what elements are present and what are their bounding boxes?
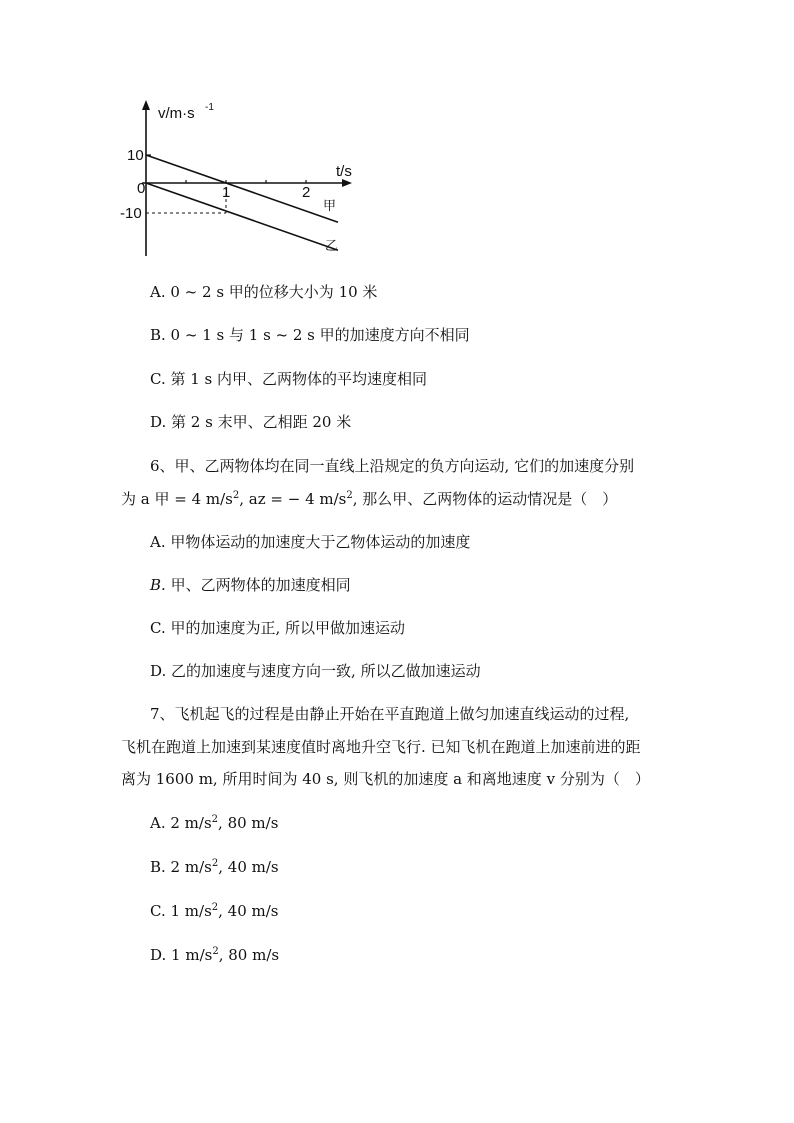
q7-stem-line-1: 7、飞机起飞的过程是由静止开始在平直跑道上做匀加速直线运动的过程, [150,705,630,723]
y-axis-label-superscript: -1 [205,102,214,113]
q6-superscript: 2 [346,490,353,501]
q7-stem-line-2: 飞机在跑道上加速到某速度值时离地升空飞行. 已知飞机在跑道上加速前进的距 [121,738,641,756]
q7-option-c-prefix: C. 1 m/s [150,902,212,920]
q7-option-d-prefix: D. 1 m/s [150,946,213,964]
q6-option-a: A. 甲物体运动的加速度大于乙物体运动的加速度 [150,533,471,551]
origin-label: 0 [137,180,146,197]
q7-superscript: 2 [211,902,219,913]
q6-stem-line-2 [121,489,617,509]
q7-option-b-suffix: , 40 m/s [218,858,279,876]
y-axis-label: v/m·s [158,105,195,122]
q7-option-b-prefix: B. 2 m/s [150,858,212,876]
q7-option-c [150,901,279,921]
x-axis-label: t/s [336,163,352,180]
y-axis-arrow [142,100,150,110]
y-tick-label-minus-10: -10 [120,205,142,222]
q6-option-b-letter: B. [150,576,166,594]
q6-stem-line-1: 6、甲、乙两物体均在同一直线上沿规定的负方向运动, 它们的加速度分别 [150,457,635,475]
q7-option-a-prefix: A. 2 m/s [150,814,212,832]
x-tick-label-2: 2 [302,184,311,201]
q6-option-c: C. 甲的加速度为正, 所以甲做加速运动 [150,619,406,637]
q7-option-b [150,857,279,877]
velocity-time-graph [118,96,368,266]
q7-option-a [150,813,278,833]
line-b-label: 乙 [325,239,339,254]
q7-option-d-suffix: , 80 m/s [218,946,280,964]
x-tick-label-1: 1 [222,184,231,201]
q6-option-b-text: 甲、乙两物体的加速度相同 [165,576,351,594]
line-a-label: 甲 [323,199,337,214]
y-tick-label-10: 10 [127,147,144,164]
q6-stem-part-1: 为 a 甲 = 4 m/s [121,490,233,508]
q6-option-d: D. 乙的加速度与速度方向一致, 所以乙做加速运动 [150,662,481,680]
q5-option-c: C. 第 1 s 内甲、乙两物体的平均速度相同 [150,370,428,388]
q7-option-a-suffix: , 80 m/s [218,814,279,832]
q7-superscript: 2 [211,858,219,869]
q5-option-a: A. 0 ~ 2 s 甲的位移大小为 10 米 [150,283,378,301]
q5-option-d: D. 第 2 s 末甲、乙相距 20 米 [150,413,352,431]
q7-superscript: 2 [211,814,219,825]
q6-option-b [150,575,351,595]
q7-stem-line-3: 离为 1600 m, 所用时间为 40 s, 则飞机的加速度 a 和离地速度 v 分别为（ ） [121,770,650,788]
q6-stem-part-2: , az = − 4 m/s [239,490,347,508]
q7-option-d [150,945,279,965]
q7-superscript: 2 [212,946,219,957]
q7-option-c-suffix: , 40 m/s [218,902,279,920]
q6-stem-part-3: , 那么甲、乙两物体的运动情况是（ ） [352,490,618,508]
q6-superscript: 2 [232,490,240,501]
x-axis-arrow [342,179,352,187]
q5-option-b: B. 0 ~ 1 s 与 1 s ~ 2 s 甲的加速度方向不相同 [150,326,470,344]
